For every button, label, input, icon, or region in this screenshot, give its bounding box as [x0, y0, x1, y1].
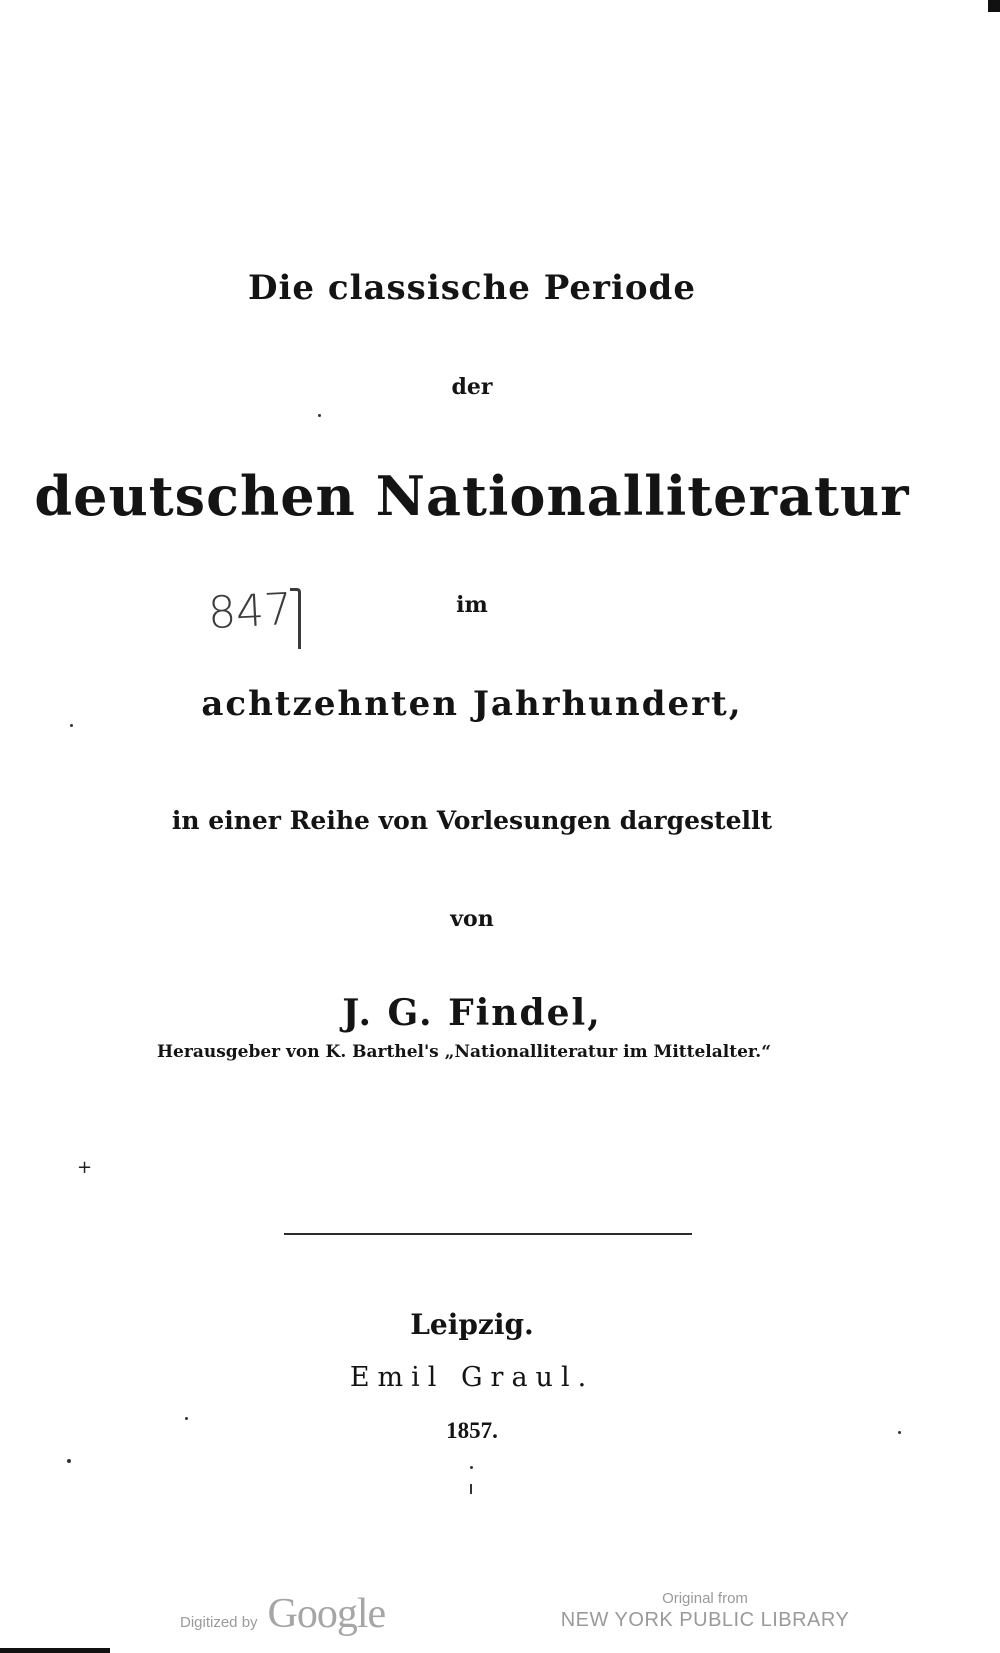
scan-speck — [470, 1466, 473, 1469]
original-from-label: Original from — [662, 1590, 748, 1607]
scan-speck — [898, 1431, 901, 1434]
by-word: von — [450, 906, 494, 932]
google-logo: Google — [267, 1591, 386, 1637]
title-im: im — [456, 592, 488, 618]
library-name: NEW YORK PUBLIC LIBRARY — [560, 1609, 850, 1631]
scan-speck — [70, 724, 73, 727]
scan-bottom-edge — [0, 1648, 110, 1653]
scan-speck — [67, 1459, 71, 1463]
main-title: deutschen Nationalliteratur — [34, 464, 910, 528]
publisher-name: Emil Graul. — [349, 1362, 595, 1393]
divider-rule — [284, 1233, 692, 1235]
original-source — [560, 1590, 850, 1632]
title-line-1: Die classische Periode — [248, 268, 696, 308]
scan-speck — [470, 1484, 472, 1494]
title-der: der — [451, 374, 493, 400]
scan-speck — [185, 1417, 188, 1420]
scan-speck — [318, 414, 321, 417]
editor-note: Herausgeber von K. Barthel's „Nationalliteratur im Mittelalter.“ — [156, 1042, 771, 1062]
digitized-by-google — [180, 1590, 385, 1638]
subtitle: in einer Reihe von Vorlesungen dargestellt — [171, 806, 773, 835]
scan-edge-mark — [988, 0, 1000, 12]
handwritten-shelf-number: 847 — [206, 583, 294, 640]
plus-mark: + — [77, 1157, 93, 1178]
title-line-2: achtzehnten Jahrhundert, — [201, 684, 743, 724]
author-name: J. G. Findel, — [342, 992, 602, 1034]
publication-year: 1857. — [446, 1418, 498, 1443]
digitized-by-label: Digitized by — [180, 1614, 258, 1631]
publication-place: Leipzig. — [410, 1308, 534, 1341]
